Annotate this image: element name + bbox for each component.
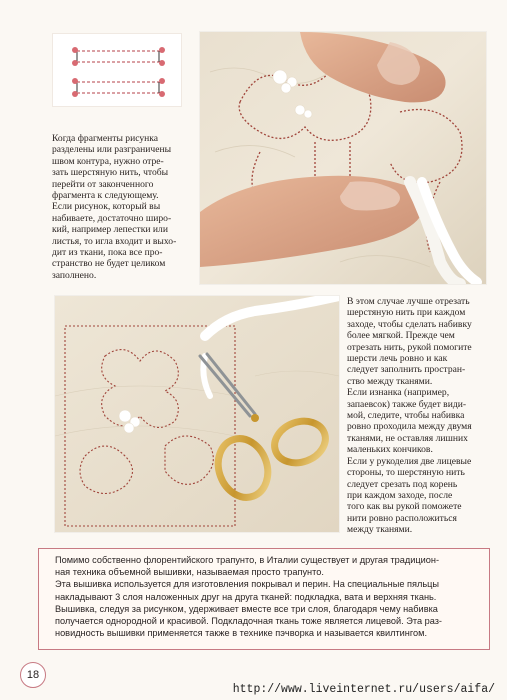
text-line: шерстяную нить при каждом	[347, 307, 466, 319]
text-line: ство между тканями.	[347, 375, 433, 387]
text-line: кий, например лепестки или	[52, 224, 168, 236]
text-line: заполнено.	[52, 269, 97, 281]
text-line: Вышивка, следуя за рисунком, удерживает вместе все три слоя, благодаря чему набивка	[55, 603, 438, 614]
stitch-diagram-image	[53, 34, 181, 106]
text-line: следует заполнить простран-	[347, 364, 466, 376]
text-line: ровно проходила между двумя	[347, 421, 472, 433]
text-line: получается однородной и красивой. Подкладочная ткань тоже является лицевой. Эта раз-	[55, 616, 442, 627]
stitch-diagram	[52, 33, 182, 107]
text-line: заходе, чтобы сделать набивку	[347, 318, 472, 330]
text-line: накладывают 3 слоя наложенных друг на друга тканей: подкладка, вата и верхняя ткань.	[55, 591, 437, 602]
text-line: Если у рукоделия две лицевые	[347, 455, 472, 467]
photo-hands-quilting-image	[200, 32, 486, 284]
text-line: Если изнанка (например,	[347, 387, 450, 399]
text-line: зать шерстяную нить, чтобы	[52, 167, 169, 179]
text-line: тканями, не оставляя лишних	[347, 432, 468, 444]
left-text-block	[52, 133, 192, 281]
text-line: стороны, то шерстяную нить	[347, 467, 465, 479]
text-line: более мягкой. Прежде чем	[347, 330, 455, 342]
page-number: 18	[20, 662, 46, 688]
text-line: новидность вышивки применяется также в технике пэчворка и называется квилтингом.	[55, 628, 428, 639]
text-line: при каждом заходе, после	[347, 489, 453, 501]
text-line: Если рисунок, который вы	[52, 201, 161, 213]
text-line: шерсти лечь ровно и как	[347, 353, 448, 365]
right-text-block	[347, 296, 487, 536]
footer-url: http://www.liveinternet.ru/users/aifa/	[232, 683, 495, 696]
text-line: фрагмента к следующему.	[52, 190, 159, 202]
text-line: швом контура, нужно отре-	[52, 155, 164, 167]
text-line: нити ровно расположиться	[347, 512, 457, 524]
text-line: набиваете, достаточно широ-	[52, 212, 172, 224]
text-line: того как вы рукой поможете	[347, 501, 462, 513]
text-line: Когда фрагменты рисунка	[52, 133, 159, 144]
text-line: разделены или разграничены	[52, 144, 172, 156]
text-line: запаевсок) также будет види-	[347, 398, 467, 410]
text-line: Помимо собственно флорентийского трапунто, в Италии существует и другая традицион-	[55, 555, 440, 565]
text-line: мой, следите, чтобы набивка	[347, 410, 465, 422]
photo-scissors-fabric-image	[55, 296, 339, 532]
photo-scissors-fabric	[55, 296, 339, 532]
photo-hands-quilting	[200, 32, 486, 284]
text-line: следует срезать под корень	[347, 478, 458, 490]
info-panel-text	[55, 554, 479, 639]
text-line: перейти от законченного	[52, 178, 154, 190]
text-line: дит из ткани, пока все про-	[52, 247, 163, 259]
text-line: листья, то игла входит и выхо-	[52, 235, 177, 247]
text-line: Эта вышивка используется для изготовления покрывал и перин. На специальные пяльцы	[55, 579, 439, 590]
text-line: отрезать нить, рукой помогите	[347, 341, 472, 353]
info-panel	[38, 548, 490, 650]
text-line: маленьких кончиков.	[347, 444, 433, 456]
text-line: В этом случае лучше отрезать	[347, 296, 470, 307]
text-line: ная техника объемной вышивки, называемая просто трапунто.	[55, 567, 324, 578]
text-line: странство не будет целиком	[52, 258, 166, 270]
text-line: между тканями.	[347, 524, 413, 536]
